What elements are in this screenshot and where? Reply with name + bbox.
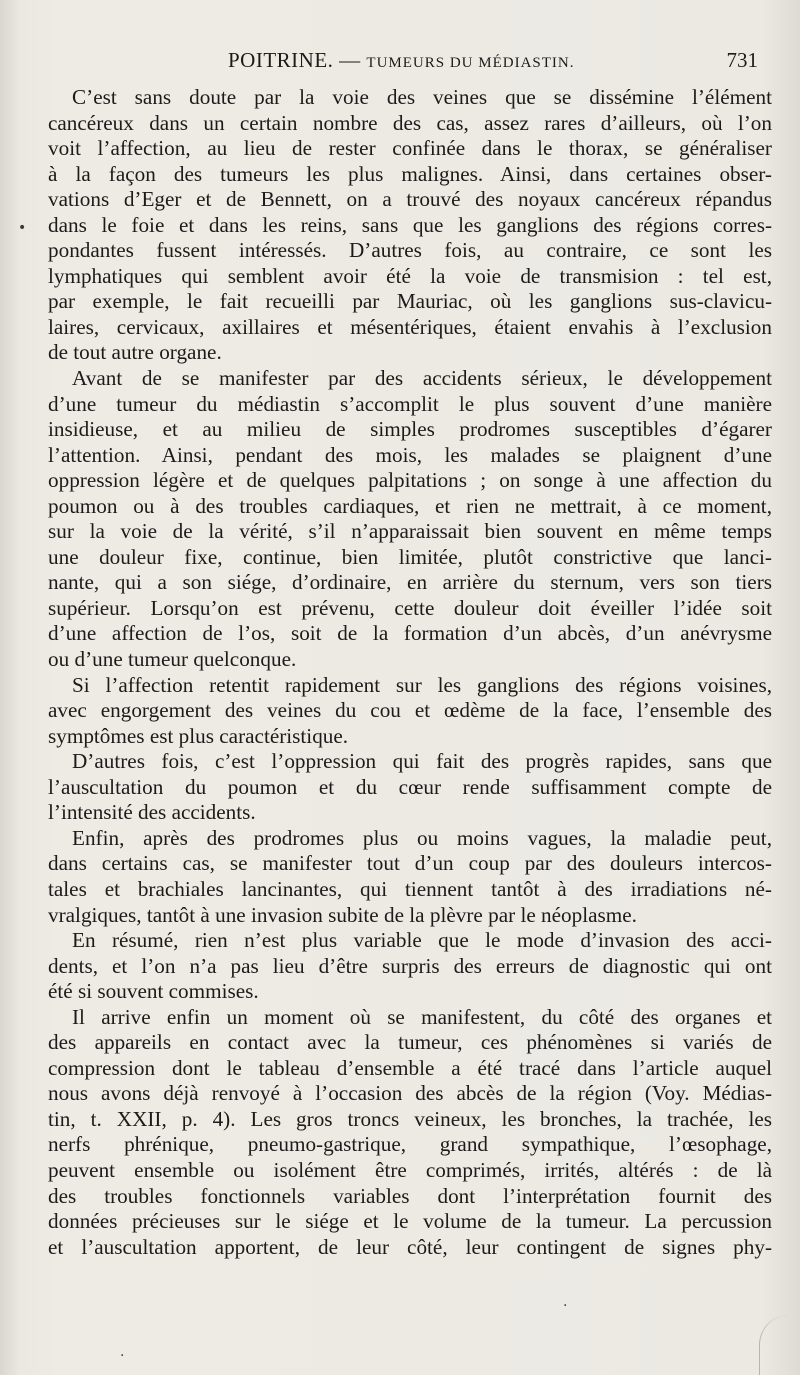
body-text — [48, 85, 772, 1260]
header-section: POITRINE. — — [228, 48, 361, 72]
running-header — [48, 48, 770, 78]
text-line: des appareils en contact avec la tumeur, ces phénomènes si variés de — [48, 1030, 772, 1055]
text-line: de tout autre organe. — [48, 340, 222, 365]
text-line: Enfin, après des prodromes plus ou moins vagues, la maladie peut, — [72, 825, 772, 850]
text-line: En résumé, rien n’est plus variable que le mode d’invasion des acci- — [72, 928, 772, 953]
margin-speck: • — [18, 220, 27, 236]
text-line: avec engorgement des veines du cou et œdème de la face, l’ensemble des — [48, 698, 772, 723]
margin-speck: · — [120, 1348, 125, 1364]
text-line: oppression légère et de quelques palpitations ; on songe à une affection du — [48, 468, 772, 493]
text-line: et l’auscultation apportent, de leur côté, leur contingent de signes phy- — [48, 1234, 772, 1259]
text-line: Il arrive enfin un moment où se manifestent, du côté des organes et — [72, 1004, 772, 1029]
text-line: l’attention. Ainsi, pendant des mois, les malades se plaignent d’une — [48, 442, 772, 467]
text-line: dans le foie et dans les reins, sans que les ganglions des régions corres- — [48, 212, 772, 237]
text-line: laires, cervicaux, axillaires et mésentériques, étaient envahis à l’exclusion — [48, 314, 772, 339]
text-line: dans certains cas, se manifester tout d’un coup par des douleurs intercos- — [48, 851, 772, 876]
text-line: compression dont le tableau d’ensemble a été tracé dans l’article auquel — [48, 1055, 772, 1080]
text-line: supérieur. Lorsqu’on est prévenu, cette douleur doit éveiller l’idée soit — [48, 595, 772, 620]
text-line: à la façon des tumeurs les plus malignes. Ainsi, dans certaines obser- — [48, 161, 772, 186]
text-line: C’est sans doute par la voie des veines que se dissémine l’élément — [72, 85, 772, 109]
text-line: voit l’affection, au lieu de rester confinée dans le thorax, se généraliser — [48, 136, 772, 161]
text-line: cancéreux dans un certain nombre des cas, assez rares d’ailleurs, où l’on — [48, 110, 772, 135]
page-corner-curl — [759, 1315, 800, 1375]
text-line: ou d’une tumeur quelconque. — [48, 647, 297, 672]
running-title — [228, 48, 575, 73]
text-line: vralgiques, tantôt à une invasion subite de la plèvre par le néoplasme. — [48, 902, 637, 927]
text-line: insidieuse, et au milieu de simples prodromes susceptibles d’égarer — [48, 417, 772, 442]
text-line: tales et brachiales lancinantes, qui tiennent tantôt à des irradiations né- — [48, 876, 772, 901]
text-line: l’auscultation du poumon et du cœur rende suffisamment compte de — [48, 774, 772, 799]
text-line: poumon ou à des troubles cardiaques, et rien ne mettrait, à ce moment, — [48, 493, 772, 518]
text-line: vations d’Eger et de Bennett, on a trouvé des noyaux cancéreux répandus — [48, 187, 772, 212]
text-line: sur la voie de la vérité, s’il n’apparaissait bien souvent en même temps — [48, 519, 772, 544]
header-subsection: TUMEURS DU MÉDIASTIN. — [366, 55, 575, 71]
text-line: lymphatiques qui semblent avoir été la voie de transmision : tel est, — [48, 263, 772, 288]
text-line: peuvent ensemble ou isolément être comprimés, irrités, altérés : de là — [48, 1157, 772, 1182]
text-line: tin, t. XXII, p. 4). Les gros troncs veineux, les bronches, la trachée, les — [48, 1106, 772, 1131]
text-line: nante, qui a son siége, d’ordinaire, en arrière du sternum, vers son tiers — [48, 570, 772, 595]
text-line: d’une affection de l’os, soit de la formation d’un abcès, d’un anévrysme — [48, 621, 772, 646]
text-line: pondantes fussent intéressés. D’autres fois, au contraire, ce sont les — [48, 238, 772, 263]
text-line: symptômes est plus caractéristique. — [48, 723, 349, 748]
text-line: nerfs phrénique, pneumo-gastrique, grand sympathique, l’œsophage, — [48, 1132, 772, 1157]
text-line: nous avons déjà renvoyé à l’occasion des abcès de la région (Voy. Médias- — [48, 1081, 772, 1106]
text-line: données précieuses sur le siége et le volume de la tumeur. La percussion — [48, 1209, 772, 1234]
text-line: D’autres fois, c’est l’oppression qui fait des progrès rapides, sans que — [72, 749, 772, 774]
text-line: Si l’affection retentit rapidement sur les ganglions des régions voisines, — [72, 672, 772, 697]
margin-speck: · — [563, 1298, 568, 1314]
text-line: des troubles fonctionnels variables dont l’interprétation fournit des — [48, 1183, 772, 1208]
text-line: été si souvent commises. — [48, 979, 259, 1004]
text-line: par exemple, le fait recueilli par Mauriac, où les ganglions sus-clavicu- — [48, 289, 772, 314]
text-line: Avant de se manifester par des accidents sérieux, le développement — [72, 366, 772, 391]
text-line: une douleur fixe, continue, bien limitée, plutôt constrictive que lanci- — [48, 544, 772, 569]
text-line: dents, et l’on n’a pas lieu d’être surpris des erreurs de diagnostic qui ont — [48, 953, 772, 978]
text-line: l’intensité des accidents. — [48, 800, 256, 825]
page-number: 731 — [726, 48, 758, 72]
text-line: d’une tumeur du médiastin s’accomplit le plus souvent d’une manière — [48, 391, 772, 416]
